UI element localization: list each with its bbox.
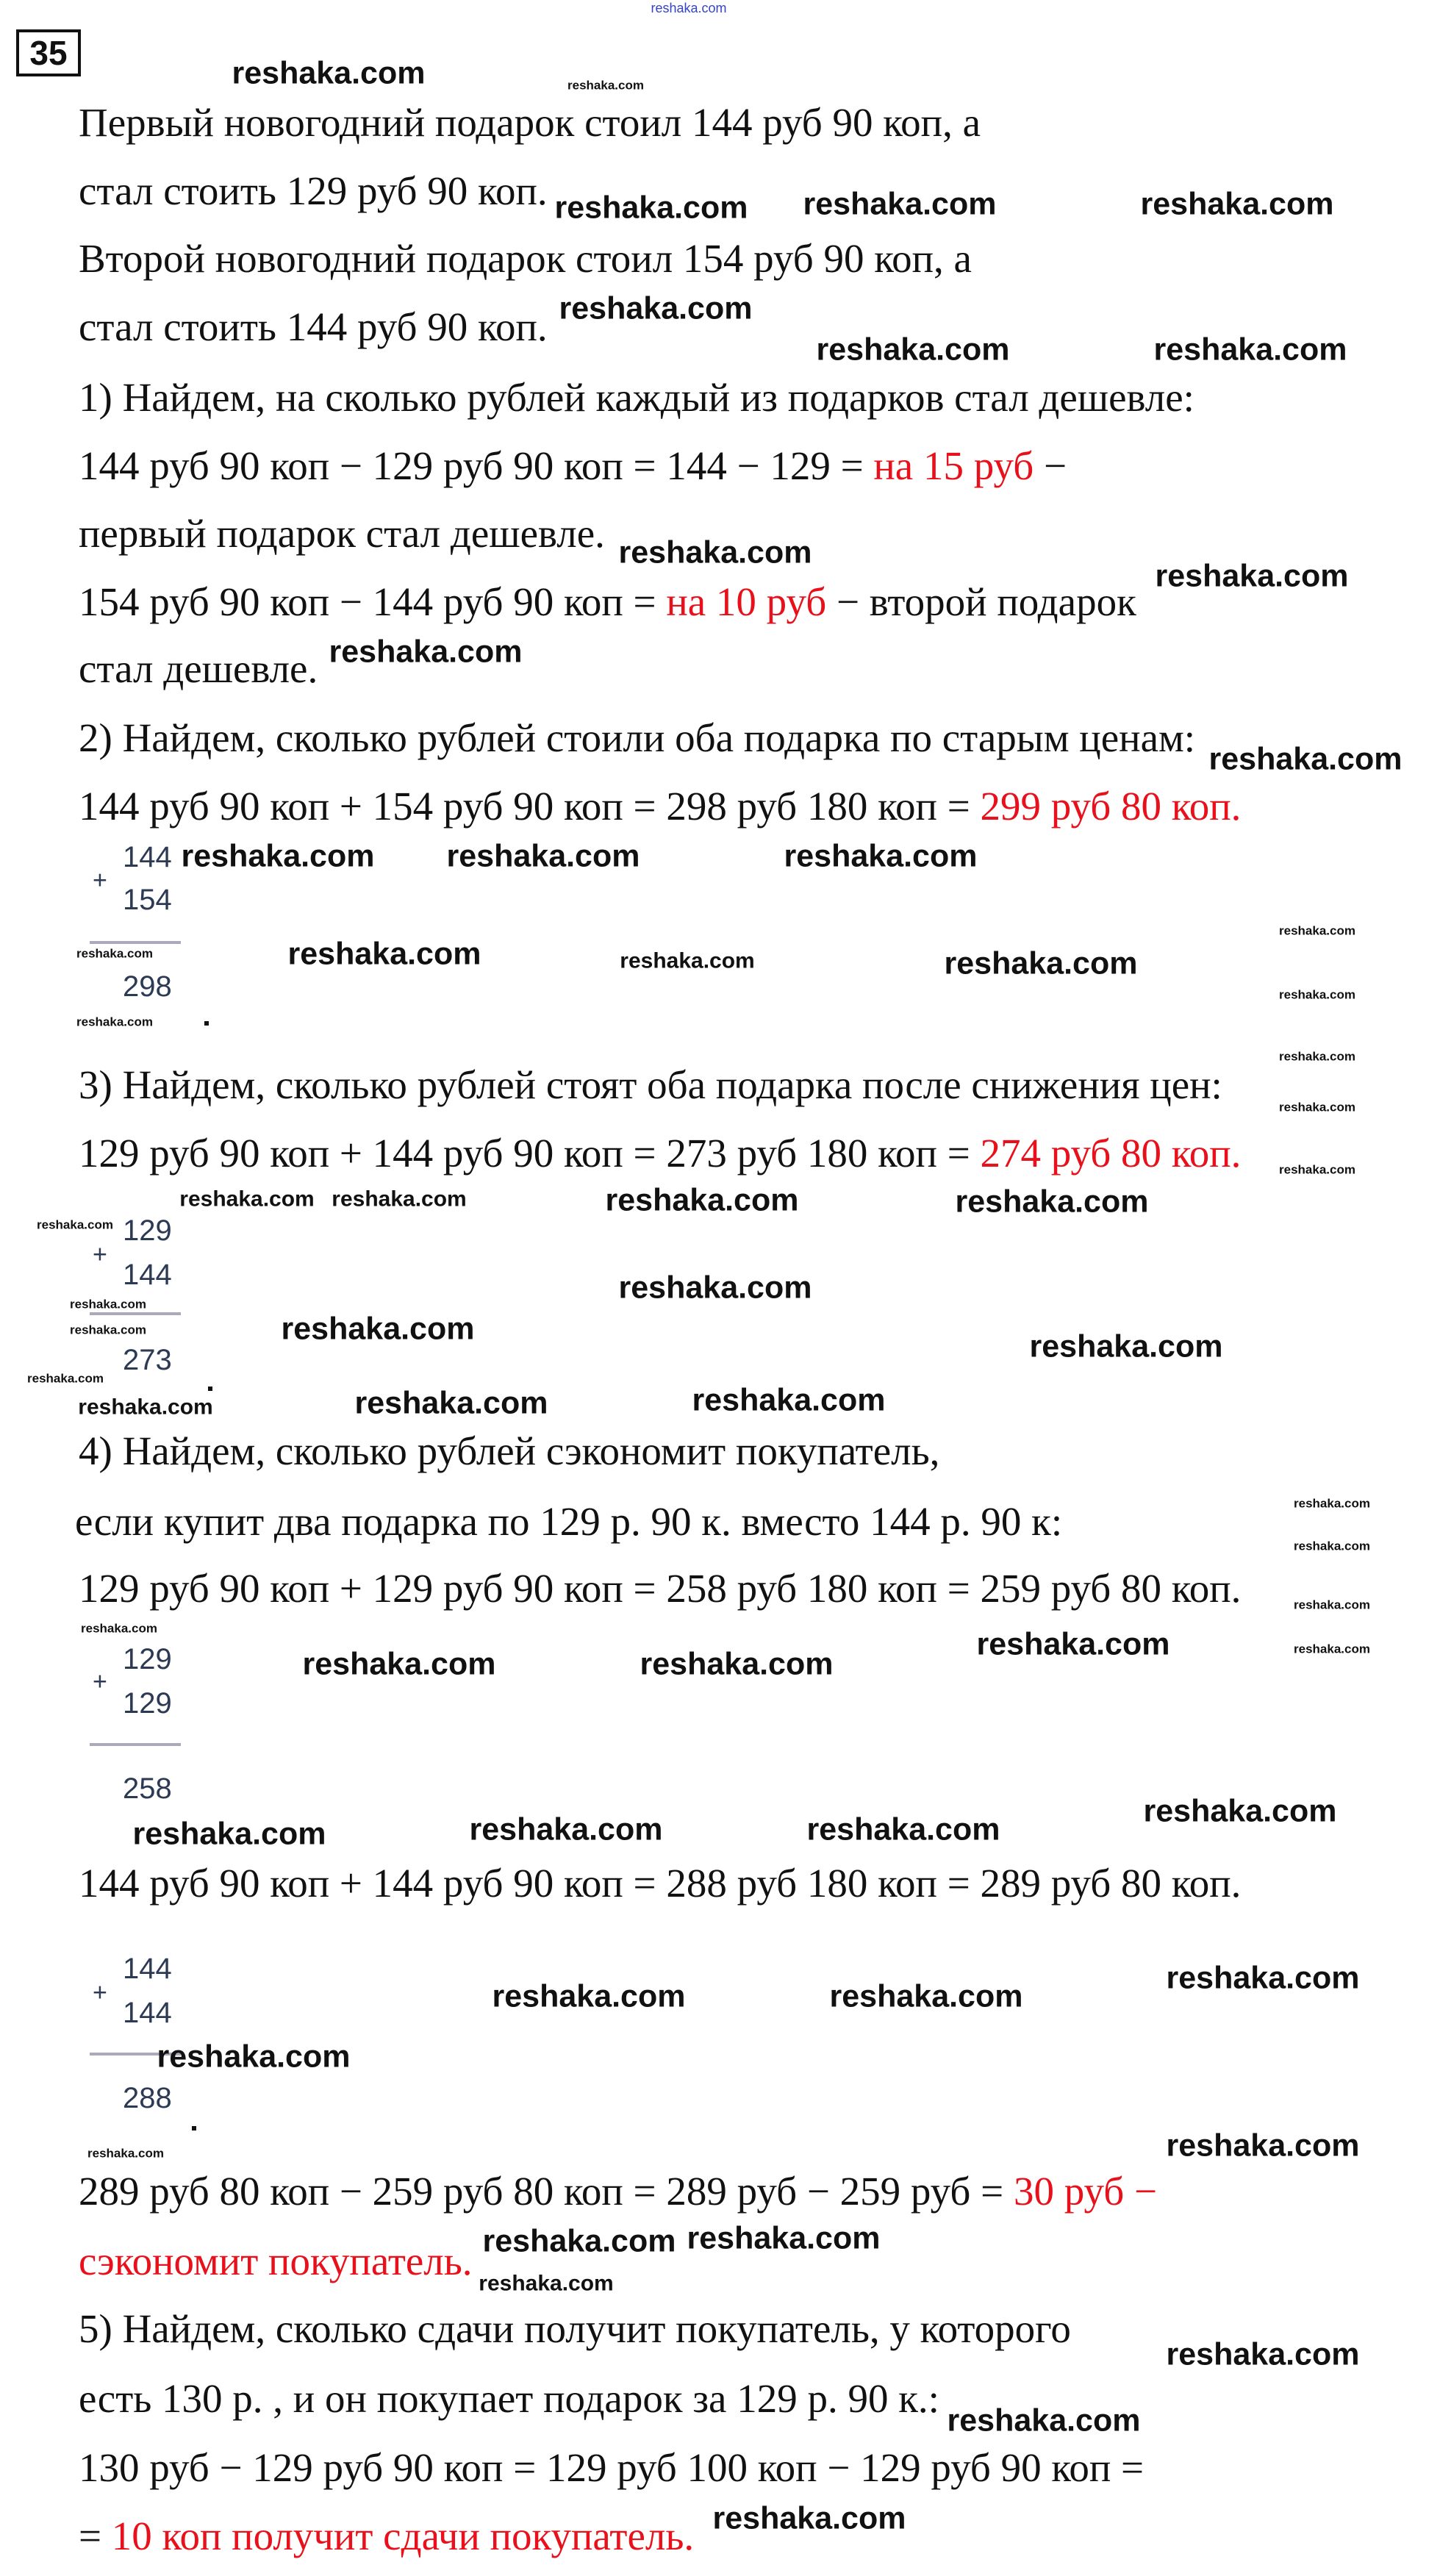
plus-sign: + — [93, 866, 107, 895]
watermark: reshaka.com — [1279, 1049, 1355, 1064]
watermark: reshaka.com — [692, 1382, 886, 1418]
watermark: reshaka.com — [620, 948, 755, 973]
text-line: если купит два подарка по 129 р. 90 к. вместо 144 р. 90 к: — [75, 1499, 1063, 1544]
plus-sign: + — [93, 1667, 107, 1696]
period-dot — [204, 1021, 209, 1026]
answer-highlight: 30 руб − — [1013, 2169, 1157, 2214]
sum: 288 — [123, 2082, 172, 2114]
text-line: 144 руб 90 коп − 129 руб 90 коп = 144 − 129 = на 15 руб − — [79, 443, 1067, 488]
watermark: reshaka.com — [332, 1187, 467, 1212]
text-line: первый подарок стал дешевле. — [79, 511, 605, 556]
addend: 144 — [123, 1997, 172, 2029]
period-dot — [192, 2126, 196, 2130]
text-line: Второй новогодний подарок стоил 154 руб 90 коп, а — [79, 236, 972, 281]
watermark: reshaka.com — [640, 1646, 834, 1682]
text-line: 154 руб 90 коп − 144 руб 90 коп = на 10 руб − второй подарок — [79, 579, 1136, 624]
watermark: reshaka.com — [70, 1297, 146, 1312]
watermark: reshaka.com — [81, 1621, 157, 1636]
watermark: reshaka.com — [70, 1323, 146, 1337]
addend: 129 — [123, 1214, 172, 1247]
watermark: reshaka.com — [1029, 1328, 1223, 1364]
watermark: reshaka.com — [37, 1217, 113, 1232]
answer-highlight: на 15 руб — [873, 443, 1034, 488]
watermark: reshaka.com — [1166, 2336, 1360, 2372]
watermark: reshaka.com — [1155, 558, 1349, 594]
sum-line — [90, 1743, 181, 1746]
answer-highlight: сэкономит покупатель. — [79, 2239, 473, 2283]
watermark: reshaka.com — [947, 2403, 1141, 2439]
answer-highlight: 274 руб 80 коп. — [980, 1131, 1242, 1176]
step-3-heading: 3) Найдем, сколько рублей стоят оба подарка после снижения цен: — [79, 1062, 1222, 1107]
watermark: reshaka.com — [354, 1385, 548, 1421]
addend: 144 — [123, 1259, 172, 1291]
step-4-heading: 4) Найдем, сколько рублей сэкономит покупатель, — [79, 1428, 940, 1473]
watermark: reshaka.com — [1294, 1642, 1370, 1656]
watermark: reshaka.com — [1279, 923, 1355, 938]
text-line: 289 руб 80 коп − 259 руб 80 коп = 289 руб − 259 руб = 30 руб − — [79, 2169, 1157, 2214]
watermark: reshaka.com — [955, 1184, 1149, 1220]
watermark: reshaka.com — [1153, 332, 1347, 368]
text-line: есть 130 р. , и он покупает подарок за 129 р. 90 к.: — [79, 2376, 939, 2421]
plus-sign: + — [93, 1240, 107, 1269]
watermark: reshaka.com — [281, 1311, 475, 1347]
task-number: 35 — [16, 29, 81, 76]
watermark: reshaka.com — [1166, 1960, 1360, 1996]
sum-line — [90, 1312, 181, 1315]
watermark-top: reshaka.com — [651, 1, 727, 16]
watermark: reshaka.com — [302, 1646, 496, 1682]
watermark: reshaka.com — [605, 1182, 799, 1218]
watermark: reshaka.com — [1143, 1793, 1337, 1829]
addend: 144 — [123, 1953, 172, 1985]
watermark: reshaka.com — [157, 2039, 351, 2075]
watermark: reshaka.com — [803, 186, 997, 222]
text-line: 144 руб 90 коп + 144 руб 90 коп = 288 руб 180 коп = 289 руб 80 коп. — [79, 1861, 1242, 1906]
watermark: reshaka.com — [712, 2500, 906, 2536]
watermark: reshaka.com — [784, 838, 978, 874]
watermark: reshaka.com — [829, 1978, 1023, 2014]
answer-highlight: 10 коп получит сдачи покупатель. — [111, 2514, 695, 2558]
addend: 144 — [123, 841, 172, 873]
watermark: reshaka.com — [1208, 741, 1403, 777]
watermark: reshaka.com — [806, 1811, 1000, 1847]
watermark: reshaka.com — [479, 2271, 614, 2296]
watermark: reshaka.com — [446, 838, 640, 874]
addend: 129 — [123, 1643, 172, 1675]
watermark: reshaka.com — [232, 55, 426, 91]
watermark: reshaka.com — [1166, 2128, 1360, 2164]
watermark: reshaka.com — [687, 2220, 881, 2256]
watermark: reshaka.com — [976, 1626, 1170, 1662]
text-line: 130 руб − 129 руб 90 коп = 129 руб 100 коп − 129 руб 90 коп = — [79, 2445, 1145, 2490]
watermark: reshaka.com — [469, 1811, 663, 1847]
watermark: reshaka.com — [618, 1270, 812, 1306]
step-1-heading: 1) Найдем, на сколько рублей каждый из подарков стал дешевле: — [79, 375, 1194, 420]
watermark: reshaka.com — [329, 634, 523, 670]
watermark: reshaka.com — [1294, 1598, 1370, 1612]
text-line: стал дешевле. — [79, 646, 318, 691]
step-2-heading: 2) Найдем, сколько рублей стоили оба подарка по старым ценам: — [79, 715, 1196, 760]
watermark: reshaka.com — [1279, 1162, 1355, 1177]
watermark: reshaka.com — [1294, 1496, 1370, 1511]
watermark: reshaka.com — [78, 1395, 213, 1420]
text-line: 129 руб 90 коп + 129 руб 90 коп = 258 руб 180 коп = 259 руб 80 коп. — [79, 1566, 1242, 1611]
plus-sign: + — [93, 1978, 107, 2007]
watermark: reshaka.com — [944, 945, 1138, 981]
answer-highlight: на 10 руб — [666, 579, 827, 624]
text-line: Первый новогодний подарок стоил 144 руб 90 коп, а — [79, 100, 981, 145]
answer-highlight: 299 руб 80 коп. — [980, 784, 1242, 829]
text-line: стал стоить 129 руб 90 коп. — [79, 168, 548, 213]
watermark: reshaka.com — [559, 290, 753, 326]
watermark: reshaka.com — [554, 190, 748, 226]
watermark: reshaka.com — [181, 838, 375, 874]
sum: 258 — [123, 1772, 172, 1805]
sum: 298 — [123, 970, 172, 1003]
watermark: reshaka.com — [132, 1816, 326, 1852]
watermark: reshaka.com — [1279, 987, 1355, 1002]
watermark: reshaka.com — [179, 1187, 315, 1212]
watermark: reshaka.com — [1140, 186, 1334, 222]
watermark: reshaka.com — [482, 2223, 676, 2259]
text-line: стал стоить 144 руб 90 коп. — [79, 304, 548, 349]
watermark: reshaka.com — [287, 936, 481, 972]
addend: 129 — [123, 1687, 172, 1720]
watermark: reshaka.com — [492, 1978, 686, 2014]
watermark: reshaka.com — [1294, 1539, 1370, 1553]
period-dot — [208, 1387, 212, 1391]
sum-line — [90, 941, 181, 944]
text-line — [79, 2238, 473, 2285]
sum: 273 — [123, 1344, 172, 1376]
watermark: reshaka.com — [76, 946, 153, 961]
watermark: reshaka.com — [567, 78, 644, 93]
watermark: reshaka.com — [27, 1371, 104, 1386]
watermark: reshaka.com — [1279, 1100, 1355, 1115]
text-line: 129 руб 90 коп + 144 руб 90 коп = 273 руб 180 коп = 274 руб 80 коп. — [79, 1131, 1242, 1176]
text-line: 144 руб 90 коп + 154 руб 90 коп = 298 руб 180 коп = 299 руб 80 коп. — [79, 784, 1242, 829]
watermark: reshaka.com — [618, 534, 812, 570]
watermark: reshaka.com — [816, 332, 1010, 368]
watermark: reshaka.com — [76, 1015, 153, 1029]
watermark: reshaka.com — [87, 2146, 164, 2161]
step-5-heading: 5) Найдем, сколько сдачи получит покупатель, у которого — [79, 2306, 1071, 2351]
text-line: = 10 коп получит сдачи покупатель. — [79, 2514, 695, 2558]
addend: 154 — [123, 884, 172, 916]
